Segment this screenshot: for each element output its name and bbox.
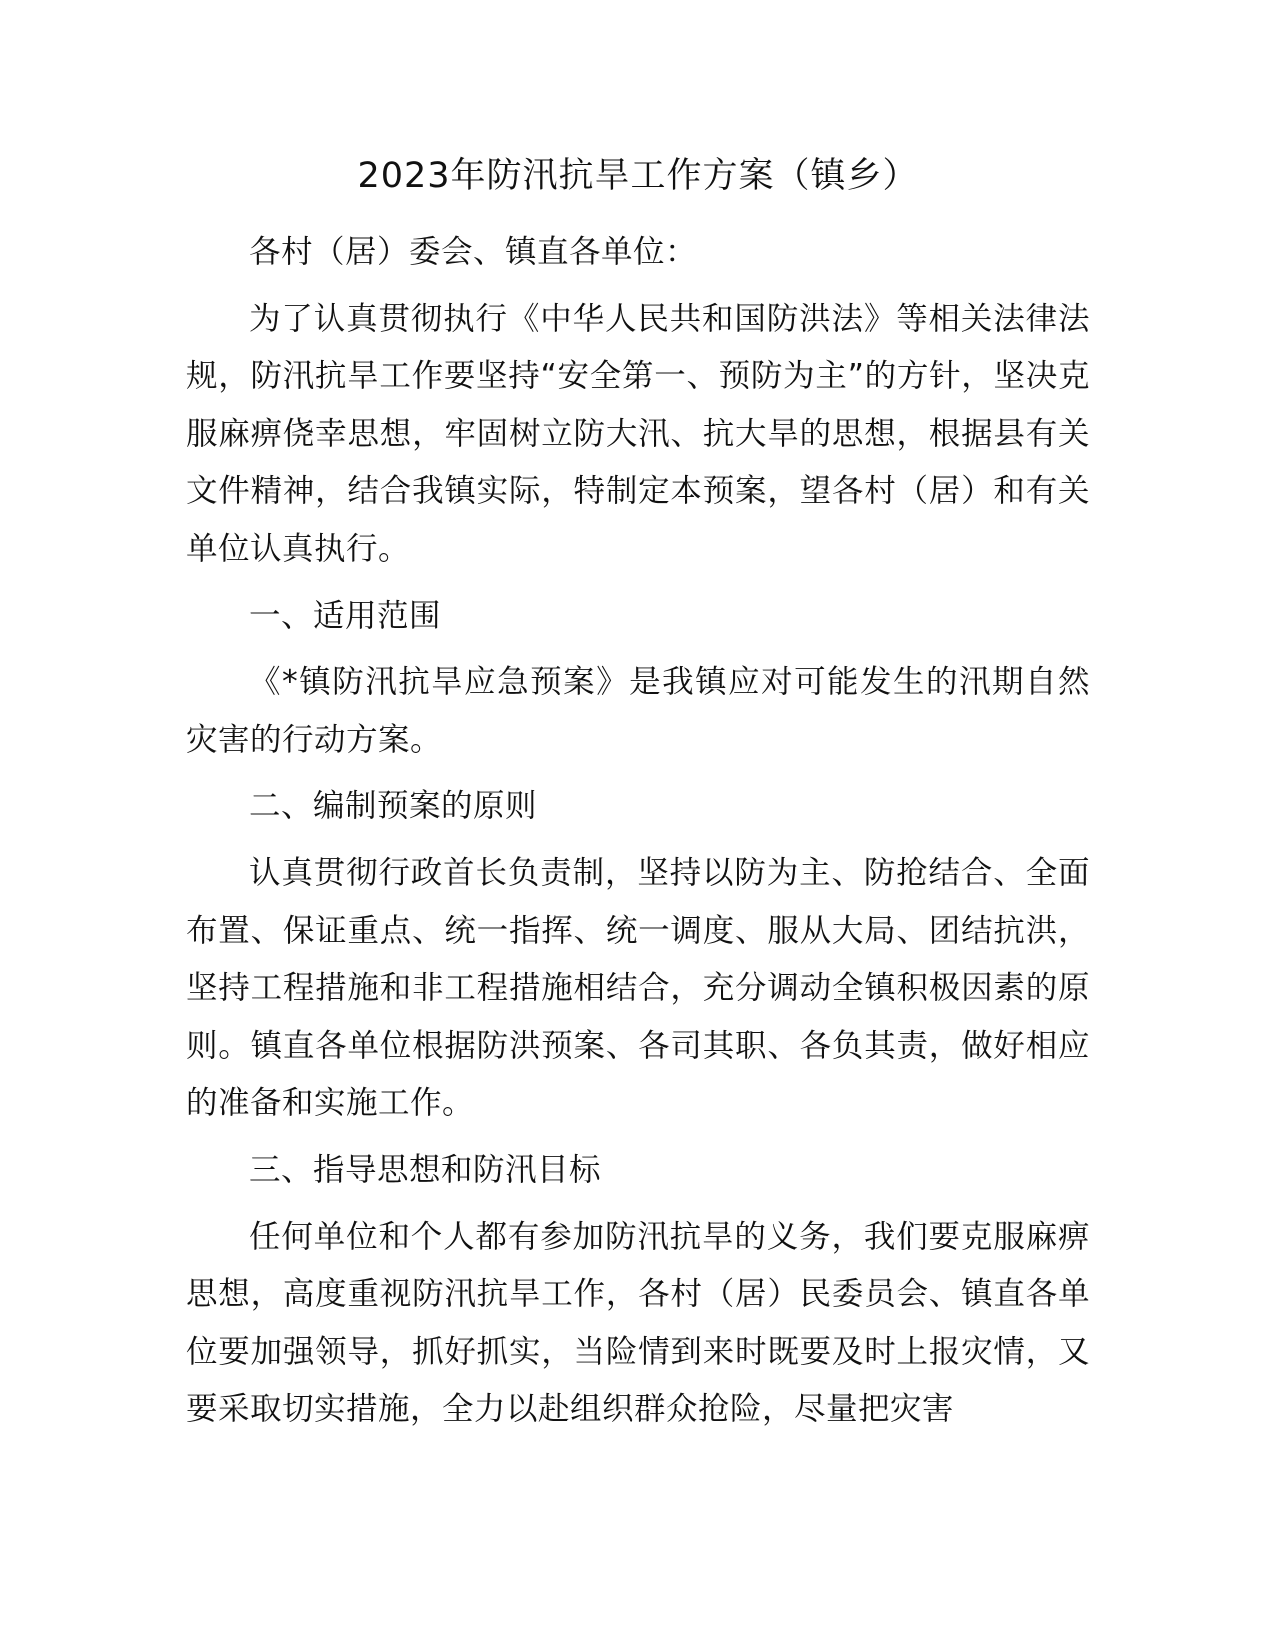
salutation: 各村（居）委会、镇直各单位： xyxy=(249,234,698,270)
paragraph-intro: 为了认真贯彻执行《中华人民共和国防洪法》等相关法律法规，防汛抗旱工作要坚持“安全第一、预防为主”的方针，坚决克服麻痹侥幸思想，牢固树立防大汛、抗大旱的思想，根据县有关文件精神，结合我镇实际，特制定本预案，望各村（居）和有关单位认真执行。 xyxy=(186,300,1090,567)
paragraph-scope: 《*镇防汛抗旱应急预案》是我镇应对可能发生的汛期自然灾害的行动方案。 xyxy=(186,664,1090,758)
document-title: 2023年防汛抗旱工作方案（镇乡） xyxy=(357,156,919,196)
section-heading-scope: 一、适用范围 xyxy=(249,597,442,634)
document-body xyxy=(186,150,1090,1439)
section-heading-principles: 二、编制预案的原则 xyxy=(249,788,538,825)
paragraph-principles: 认真贯彻行政首长负责制，坚持以防为主、防抢结合、全面布置、保证重点、统一指挥、统一调度、服从大局、团结抗洪，坚持工程措施和非工程措施相结合，充分调动全镇积极因素的原则。镇直各单位根据防洪预案、各司其职、各负其责，做好相应的准备和实施工作。 xyxy=(186,854,1090,1122)
section-heading-guiding-ideas: 三、指导思想和防汛目标 xyxy=(249,1151,602,1188)
paragraph-guiding-ideas: 任何单位和个人都有参加防汛抗旱的义务，我们要克服麻痹思想，高度重视防汛抗旱工作，各村（居）民委员会、镇直各单位要加强领导，抓好抓实，当险情到来时既要及时上报灾情，又要采取切实措施，全力以赴组织群众抢险，尽量把灾害 xyxy=(186,1218,1090,1428)
